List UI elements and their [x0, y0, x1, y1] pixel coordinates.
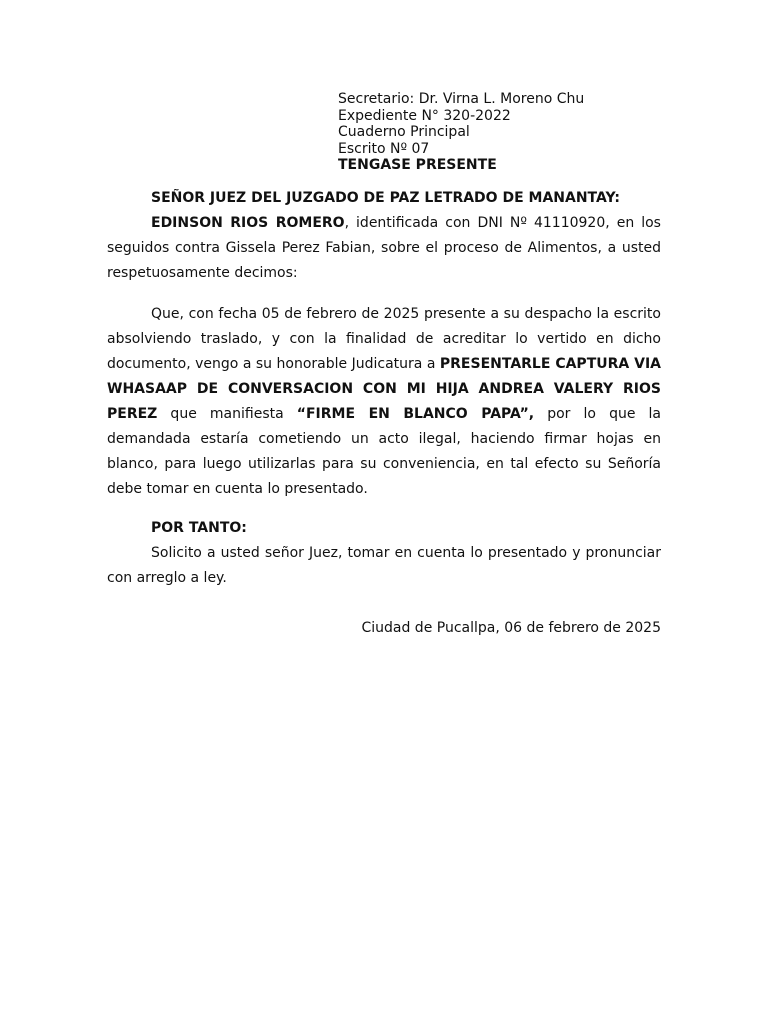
main-bold-quote: “FIRME EN BLANCO PAPA”, [296, 406, 535, 422]
place-date: Ciudad de Pucallpa, 06 de febrero de 2025 [361, 620, 661, 636]
main-text-part3: por lo que la demandada estaría cometiendo un acto ilegal, haciendo firmar hojas en blanco, para luego utilizarlas para su conveniencia, en tal efecto su Señoría debe tomar en cuenta lo presentado. [107, 406, 662, 497]
case-header [338, 91, 584, 174]
por-tanto-heading: POR TANTO: [151, 520, 247, 536]
notebook-line: Cuaderno Principal [338, 124, 470, 140]
main-text-part2: que manifiesta [157, 406, 297, 422]
addressee: SEÑOR JUEZ DEL JUZGADO DE PAZ LETRADO DE MANANTAY: [151, 190, 621, 206]
intro-paragraph [107, 211, 661, 286]
closing-paragraph: Solicito a usted señor Juez, tomar en cuenta lo presentado y pronunciar con arreglo a ley. [107, 545, 661, 586]
subject-line: TENGASE PRESENTE [338, 157, 497, 173]
secretary-line: Secretario: Dr. Virna L. Moreno Chu [338, 91, 585, 107]
main-text-part1: Que, con fecha 05 de febrero de 2025 presente a su despacho la escrito absolviendo traslado, y con la finalidad de acreditar lo vertido en dicho documento, vengo a su honorable Judicatura a [107, 306, 661, 372]
main-bold-request: PRESENTARLE CAPTURA VIA WHASAAP DE CONVERSACION CON MI HIJA ANDREA VALERY RIOS PEREZ [107, 356, 661, 422]
file-number-line: Expediente N° 320-2022 [338, 107, 511, 124]
petitioner-name: EDINSON RIOS ROMERO [151, 215, 345, 231]
intro-text: , identificada con DNI Nº 41110920, en los seguidos contra Gissela Perez Fabian, sobre el proceso de Alimentos, a usted respetuosamente decimos: [107, 215, 661, 281]
writ-number-line: Escrito Nº 07 [338, 140, 430, 157]
main-paragraph [107, 302, 661, 502]
